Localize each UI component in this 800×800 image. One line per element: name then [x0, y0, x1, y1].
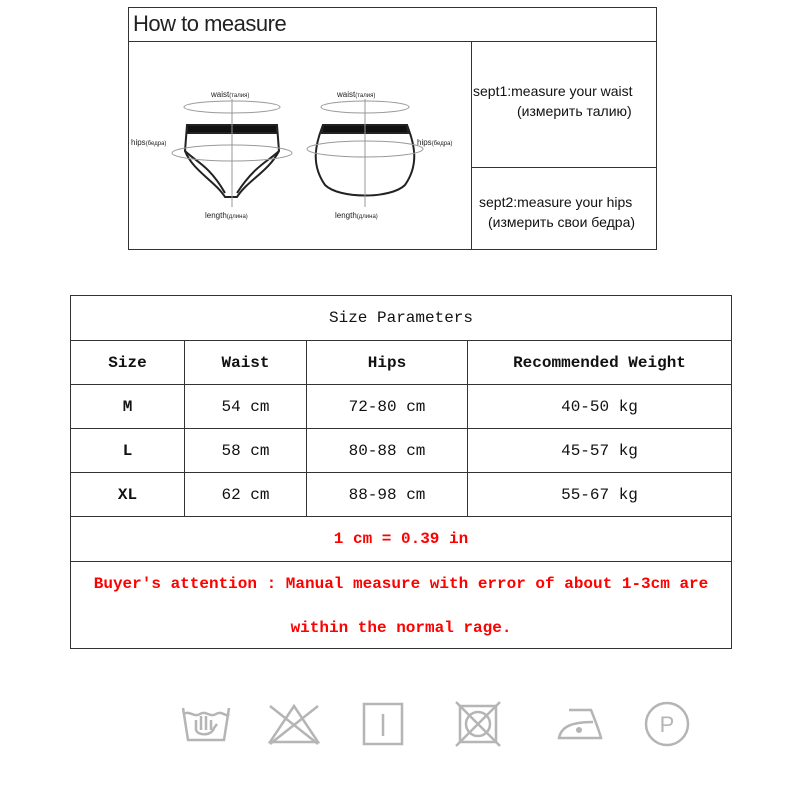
low-iron-icon — [555, 700, 605, 748]
do-not-tumble-dry-icon — [454, 700, 502, 748]
length-label-right: length(длина) — [335, 211, 378, 220]
size-cell: XL — [71, 473, 185, 516]
table-title: Size Parameters — [328, 309, 474, 327]
header-waist: Waist — [185, 341, 307, 384]
waist-cell: 54 cm — [185, 385, 307, 428]
how-to-measure-panel — [128, 7, 657, 250]
step1-translation: (измерить талию) — [517, 103, 632, 119]
header-weight: Recommended Weight — [513, 353, 686, 372]
weight-cell: 45-57 kg — [561, 441, 638, 460]
waist-label-right: waist(талия) — [337, 90, 376, 99]
measure-header — [129, 8, 656, 42]
measure-diagram — [129, 41, 472, 249]
professional-clean-letter: P — [659, 712, 675, 737]
size-parameters-table — [70, 295, 732, 649]
conversion-note: 1 cm = 0.39 in — [333, 530, 469, 548]
attention-line-1: Buyer's attention : Manual measure with error of about 1-3cm are — [93, 575, 709, 593]
table-header-row — [71, 341, 731, 385]
weight-cell: 55-67 kg — [561, 485, 638, 504]
size-cell: L — [71, 429, 185, 472]
hips-cell: 72-80 cm — [307, 385, 468, 428]
table-row — [71, 429, 731, 473]
do-not-bleach-icon — [266, 700, 322, 748]
conversion-row — [71, 517, 731, 562]
waist-label-left: waist(талия) — [211, 90, 250, 99]
line-dry-icon — [360, 700, 406, 748]
size-cell: M — [71, 385, 185, 428]
hips-label-left: hips(бедра) — [131, 138, 167, 147]
waist-cell: 62 cm — [185, 473, 307, 516]
step2-cell — [471, 168, 656, 249]
table-row — [71, 385, 731, 429]
hand-wash-icon — [180, 700, 232, 748]
step2-translation: (измерить свои бедра) — [488, 214, 636, 230]
step1-cell — [471, 41, 656, 168]
table-title-row — [71, 296, 731, 341]
hips-cell: 88-98 cm — [307, 473, 468, 516]
weight-cell: 40-50 kg — [561, 397, 638, 416]
professional-clean-p-icon — [642, 700, 692, 748]
header-hips: Hips — [307, 341, 468, 384]
length-label-left: length(длина) — [205, 211, 248, 220]
waist-cell: 58 cm — [185, 429, 307, 472]
step1-text: sept1:measure your waist — [473, 83, 633, 99]
hips-cell: 80-88 cm — [307, 429, 468, 472]
header-size: Size — [71, 341, 185, 384]
attention-row — [71, 562, 731, 648]
hips-label-right: hips(бедра) — [417, 138, 453, 147]
attention-line-2: within the normal rage. — [290, 619, 512, 637]
measure-title: How to measure — [133, 11, 287, 36]
step2-text: sept2:measure your hips — [479, 194, 633, 210]
table-row — [71, 473, 731, 517]
